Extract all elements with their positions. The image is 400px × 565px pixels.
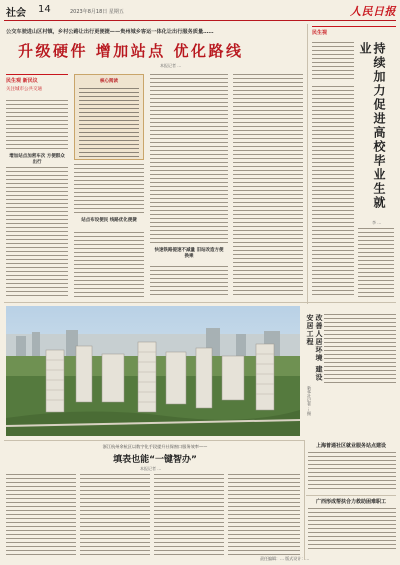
brief-title-2: 广西形成帮扶合力救助困难职工 (315, 499, 386, 505)
lead-text-block (150, 266, 228, 297)
photo-caption-text (324, 314, 396, 384)
core-reading-title: 核心阅读 (100, 79, 118, 84)
lead-headline: 升级硬件 增加站点 优化路线 (18, 42, 244, 60)
lead-text-block (74, 232, 144, 297)
section-name: 社会 (6, 8, 26, 19)
brief-text-2 (308, 508, 396, 552)
lead-byline: 本报记者 … (160, 63, 182, 68)
commentary-text (358, 228, 394, 297)
commentary-text (312, 86, 354, 297)
photo-caption-title: 改善人居环境 建设安居工程 (306, 314, 324, 382)
bottom-story-text (228, 474, 300, 556)
lead-text-block (6, 100, 68, 150)
brief-title-1: 上海普通社区就业服务站点建设 (315, 443, 386, 449)
page-number: 14 (38, 4, 51, 15)
lead-tag-box (6, 74, 68, 96)
lead-text-block (74, 164, 144, 214)
lead-tag: 民生观 新民议 (6, 78, 38, 84)
bottom-story-kicker: 浙江杭州余杭区以数字化手段提升社保窗口服务效率—— (102, 444, 208, 449)
lead-text-block (150, 74, 228, 244)
core-reading-box (74, 74, 144, 160)
bottom-story-text (6, 474, 76, 556)
commentary-title: 持续加力促进高校毕业生就业 (358, 42, 386, 210)
photo-credit: 新华社记者 …摄 (307, 386, 312, 416)
lead-kicker: 公交车驶进山区村镇，乡村公路让出行更便捷——贵州城乡客运一体化让出行服务质量…… (6, 29, 214, 35)
housing-photo-image (6, 306, 300, 436)
lead-subhead-1: 增加站点加密车次 方便群众出行 (9, 154, 65, 165)
newspaper-logo: 人民日报 (350, 5, 396, 18)
lead-subhead-3: 快速铁路提速不减量 旧站改造方便换乘 (154, 248, 224, 259)
page-footer-editors: 责任编辑：… 版式设计：… (260, 556, 310, 561)
commentary-lead-text (312, 42, 354, 82)
lead-text-block (6, 167, 68, 297)
commentary-tag: 民生视 (312, 30, 328, 36)
bottom-story-text (154, 474, 224, 556)
commentary-byline: 李 … (372, 220, 382, 225)
commentary-tag-box (312, 26, 396, 38)
housing-photo (6, 306, 300, 436)
lead-tag-sub: 关注城市公共交通 (6, 87, 42, 92)
issue-date: 2023年8月18日 星期五 (70, 9, 124, 15)
lead-text-block (233, 74, 303, 297)
bottom-story-title: 填表也能“一键智办” (113, 455, 197, 465)
bottom-story-byline: 本报记者 … (140, 466, 162, 471)
brief-text-1 (308, 452, 396, 492)
bottom-story-text (80, 474, 150, 556)
lead-subhead-2: 站点布设便民 线路优化便捷 (81, 218, 137, 223)
